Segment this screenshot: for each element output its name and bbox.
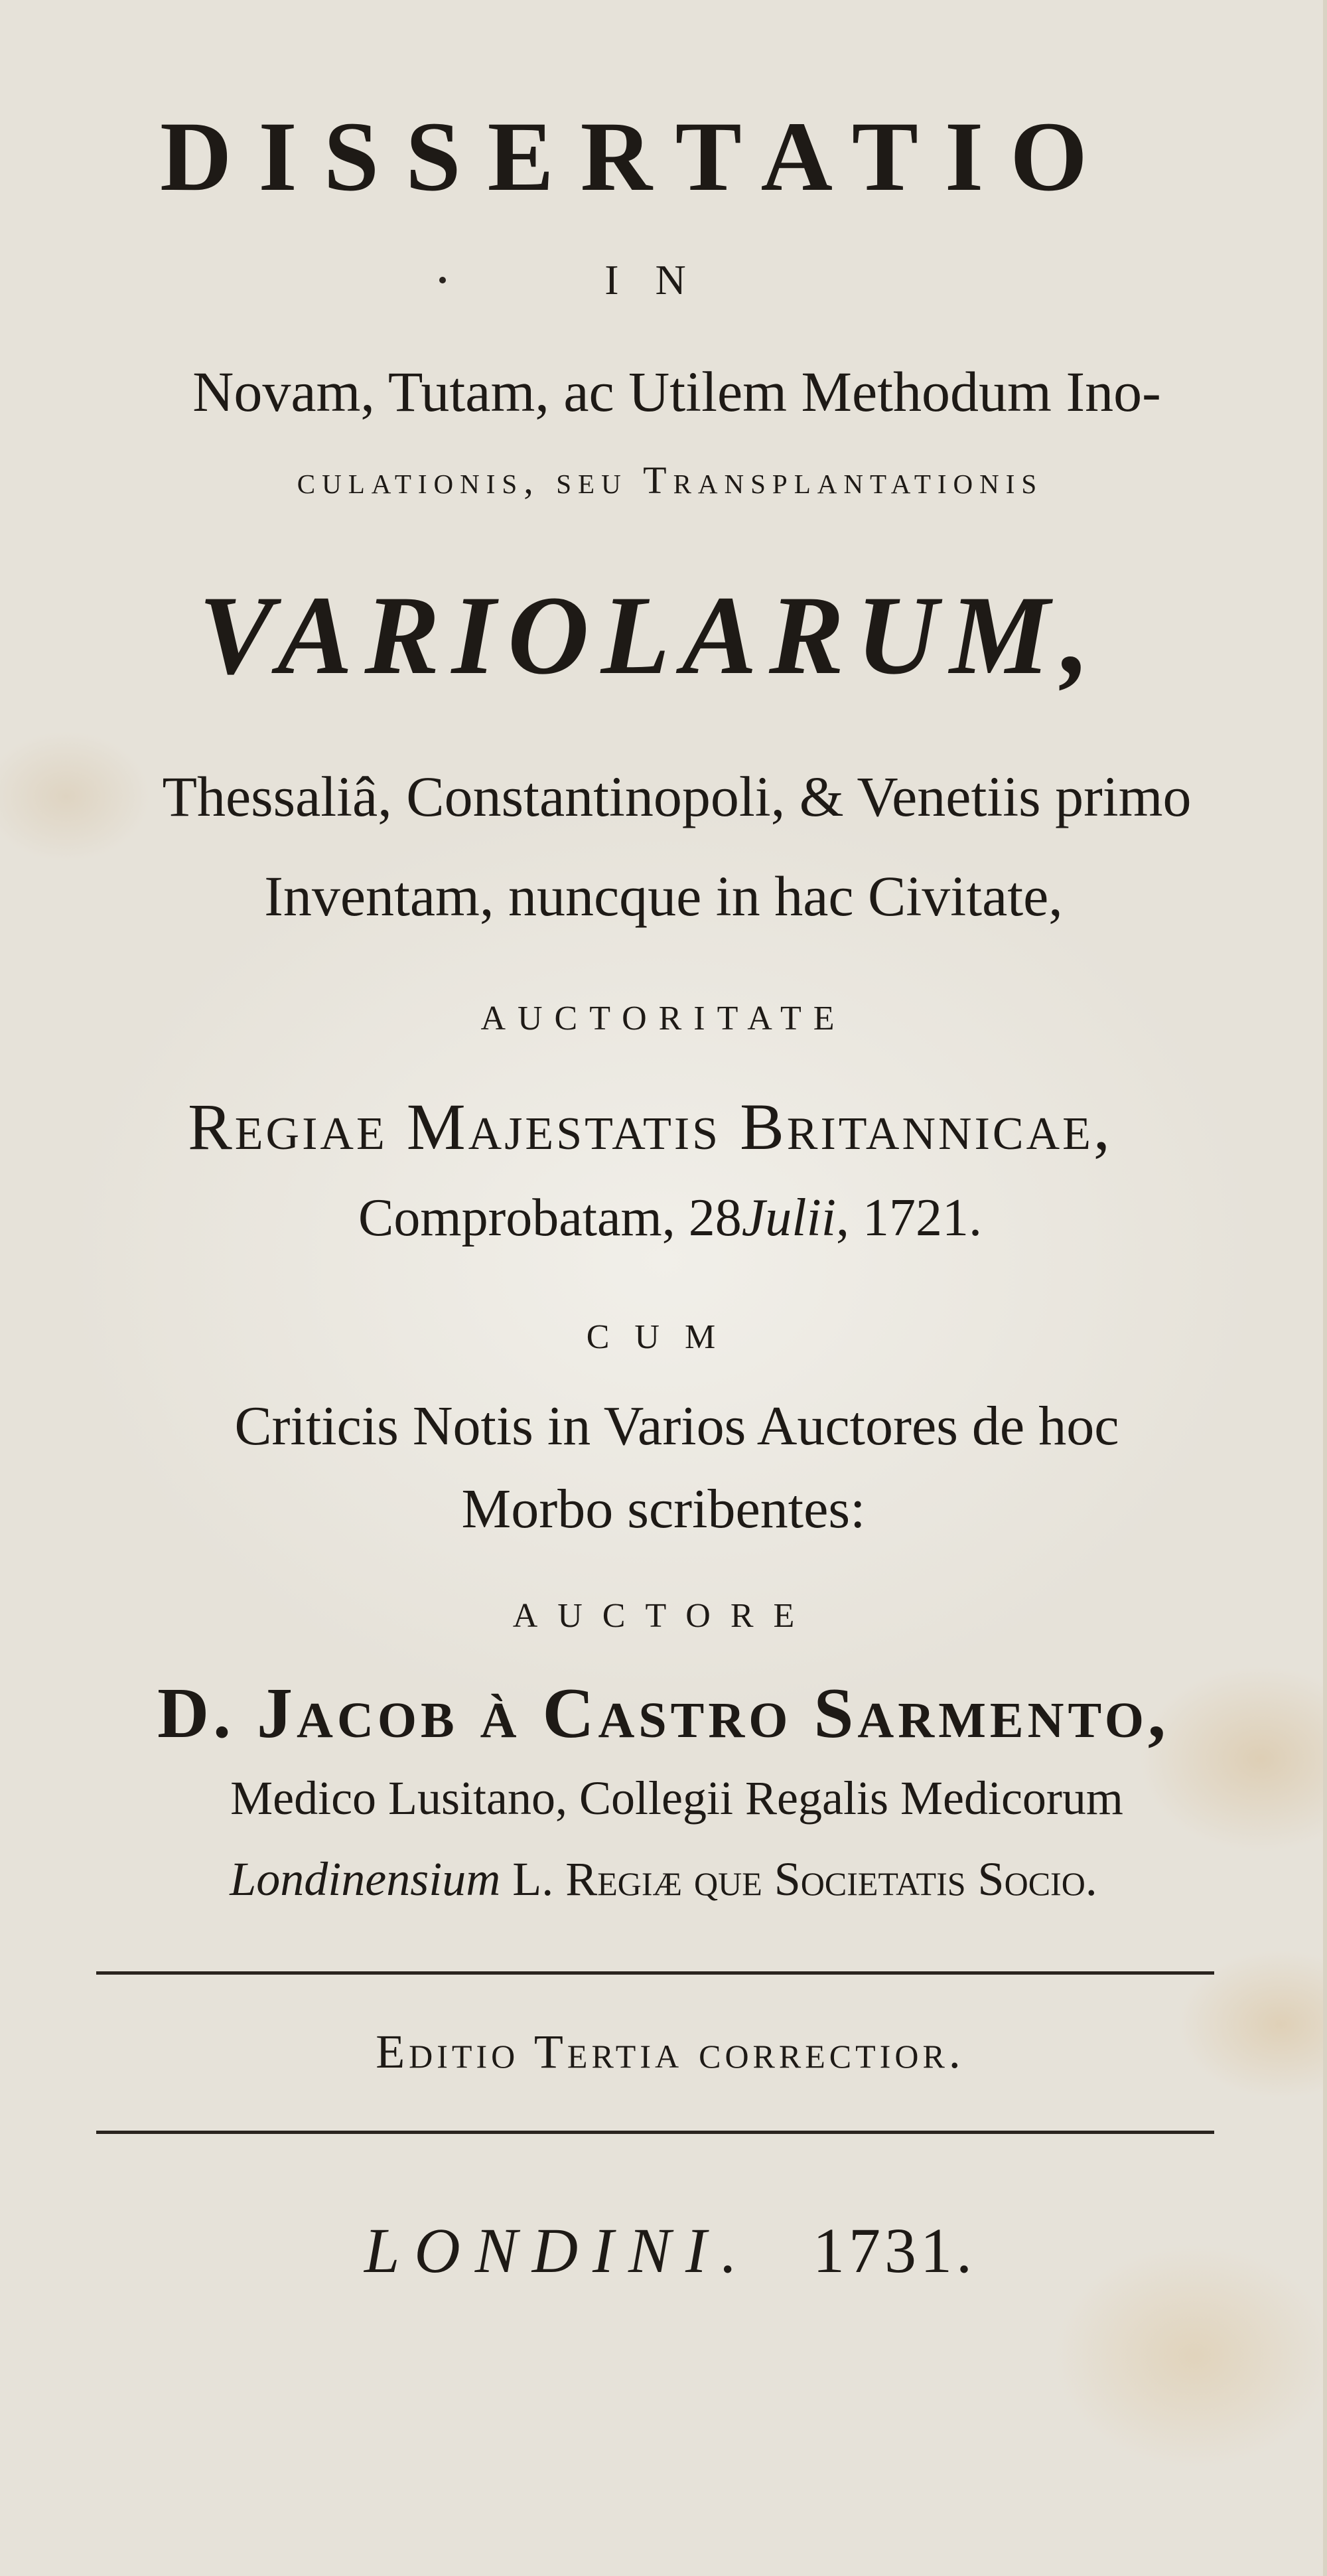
- society-text: L. Regiæ que Societatis Socio.: [500, 1853, 1097, 1906]
- criticis-line-2: Morbo scribentes:: [461, 1478, 866, 1540]
- cum-heading: CUM: [586, 1318, 741, 1356]
- edition-line: Editio Tertia correctior.: [376, 2025, 965, 2078]
- society-line: [0, 1852, 1327, 1907]
- julii-text: Julii: [741, 1189, 836, 1247]
- divider-rule-top: [96, 1971, 1214, 1975]
- subject-variolarum: VARIOLARUM,: [198, 573, 1102, 698]
- londinensium-text: Londinensium: [230, 1853, 501, 1906]
- imprint-year: 1731.: [813, 2215, 977, 2286]
- comprobatam-line: [7, 1188, 1327, 1249]
- origin-line-2: Inventam, nuncque in hac Civitate,: [264, 864, 1063, 928]
- auctore-heading: AUCTORE: [512, 1597, 815, 1635]
- word-in: IN: [604, 256, 723, 303]
- book-title: DISSERTATIO: [160, 102, 1114, 212]
- auctoritate-heading: AUCTORITATE: [480, 1000, 847, 1037]
- regiae-majestatis-line: Regiae Majestatis Britannicae,: [188, 1090, 1113, 1164]
- imprint-line: [7, 2214, 1327, 2287]
- divider-rule-bottom: [96, 2131, 1214, 2134]
- medico-line: [13, 1771, 1327, 1826]
- imprint-city: LONDINI.: [364, 2215, 752, 2286]
- medico-text: Medico Lusitano, Collegii Regalis Medicorum: [230, 1772, 1123, 1825]
- subtitle-line-2: culationis, seu Transplantationis: [297, 459, 1044, 502]
- comprobatam-text: Comprobatam, 28: [358, 1189, 742, 1247]
- criticis-line-1: Criticis Notis in Varios Auctores de hoc: [234, 1395, 1119, 1457]
- origin-line-1: Thessaliâ, Constantinopoli, & Venetiis primo: [162, 765, 1192, 828]
- subtitle-line-1: Novam, Tutam, ac Utilem Methodum Ino-: [192, 360, 1161, 423]
- author-name: D. Jacob à Castro Sarmento,: [157, 1674, 1170, 1753]
- approval-year: , 1721.: [835, 1189, 982, 1247]
